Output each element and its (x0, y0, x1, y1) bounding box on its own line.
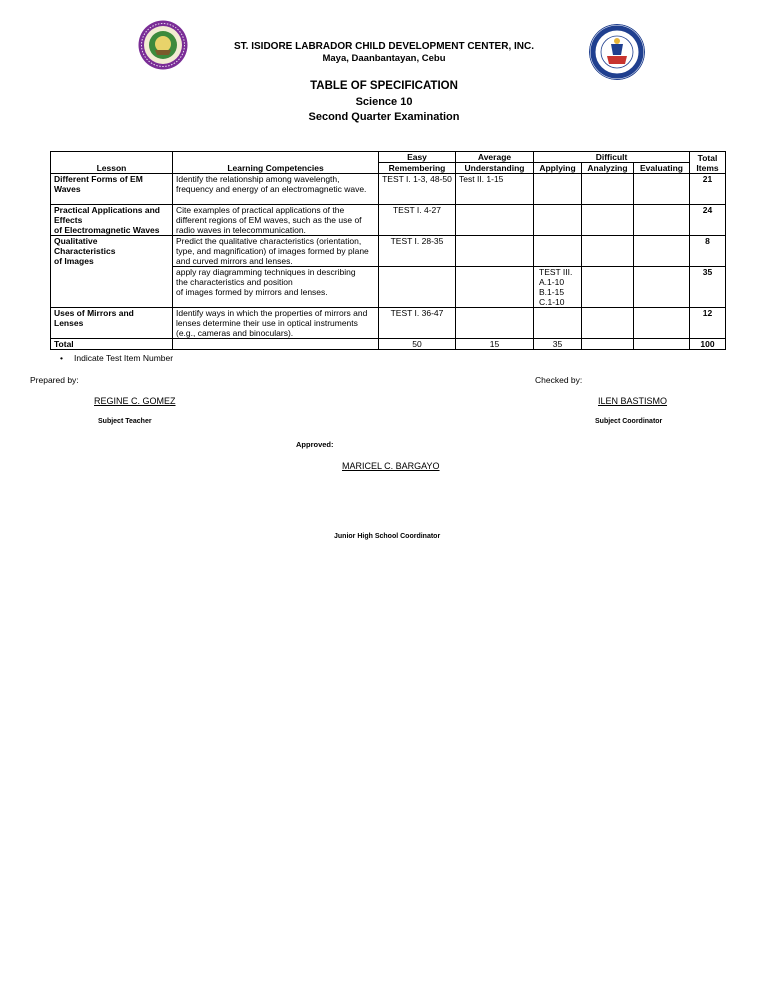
analyzing-cell (582, 267, 634, 308)
approved-name: MARICEL C. BARGAYO (342, 461, 440, 471)
total-analyzing (582, 339, 634, 350)
analyzing-cell (582, 236, 634, 267)
total-items: 100 (690, 339, 726, 350)
lesson-line: of Electromagnetic Waves (54, 225, 160, 235)
document-exam: Second Quarter Examination (308, 111, 460, 123)
competency-cell: Cite examples of practical applications of the different regions of EM waves, such as the use of radio waves in telecommunication. (173, 205, 379, 236)
evaluating-cell (634, 236, 690, 267)
understanding-cell (456, 236, 534, 267)
applying-cell (534, 236, 582, 267)
specification-table (50, 151, 726, 350)
header-total-line2: Items (696, 163, 719, 173)
header-competencies: Learning Competencies (173, 152, 379, 174)
total-competency-cell (173, 339, 379, 350)
total-row (51, 339, 726, 350)
competency-cell: Identify ways in which the properties of mirrors and lenses determine their use in optical instruments (e.g., cameras and binoculars). (173, 308, 379, 339)
analyzing-cell (582, 205, 634, 236)
applying-cell (534, 174, 582, 205)
remembering-cell: TEST I. 4-27 (379, 205, 456, 236)
remembering-cell (379, 267, 456, 308)
approved-label: Approved: (296, 440, 334, 449)
header-easy: Easy (379, 152, 456, 163)
competency-cell: Predict the qualitative characteristics (orientation, type, and magnification) of images formed by plane and curved mirrors and lenses. (173, 236, 379, 267)
lesson-line: Lenses (54, 318, 84, 328)
note-text: Indicate Test Item Number (74, 353, 174, 363)
understanding-cell (456, 308, 534, 339)
deped-seal-icon (589, 24, 645, 80)
applying-line: A.1-10 (539, 277, 565, 287)
header-analyzing: Analyzing (582, 163, 634, 174)
lesson-line: Qualitative (54, 236, 98, 246)
applying-cell (534, 205, 582, 236)
total-cell: 12 (690, 308, 726, 339)
applying-line: C.1-10 (539, 297, 565, 307)
header-total-line1: Total (697, 153, 718, 163)
total-understanding: 15 (456, 339, 534, 350)
total-cell: 8 (690, 236, 726, 267)
lesson-cell (51, 236, 173, 308)
header-difficult: Difficult (534, 152, 690, 163)
competency-line: the characteristics and position (176, 277, 293, 287)
remembering-cell: TEST I. 1-3, 48-50 (379, 174, 456, 205)
lesson-line: Different Forms of EM (54, 174, 143, 184)
lesson-cell (51, 205, 173, 236)
table-row (51, 308, 726, 339)
header-remembering: Remembering (379, 163, 456, 174)
analyzing-cell (582, 308, 634, 339)
lesson-line: Practical Applications and (54, 205, 160, 215)
remembering-cell: TEST I. 36-47 (379, 308, 456, 339)
total-cell: 35 (690, 267, 726, 308)
applying-line: TEST III. (539, 267, 573, 277)
total-cell: 21 (690, 174, 726, 205)
table-row (51, 174, 726, 205)
document-subject: Science 10 (355, 96, 413, 108)
lesson-cell (51, 308, 173, 339)
note-bullet: • (60, 353, 63, 363)
lesson-line: Characteristics (54, 246, 116, 256)
checked-by-role: Subject Coordinator (595, 418, 663, 425)
evaluating-cell (634, 308, 690, 339)
lesson-line: Effects (54, 215, 83, 225)
header-total-items (690, 152, 726, 174)
document-title: TABLE OF SPECIFICATION (310, 80, 458, 92)
total-cell: 24 (690, 205, 726, 236)
understanding-cell (456, 205, 534, 236)
remembering-cell: TEST I. 28-35 (379, 236, 456, 267)
understanding-cell (456, 267, 534, 308)
evaluating-cell (634, 267, 690, 308)
table-header-row (51, 152, 726, 163)
applying-line: B.1-15 (539, 287, 565, 297)
competency-cell: Identify the relationship among wavelength, frequency and energy of an electromagnetic wave. (173, 174, 379, 205)
table-row (51, 236, 726, 267)
prepared-by-role: Subject Teacher (98, 418, 152, 425)
competency-line: of images formed by mirrors and lenses. (176, 287, 328, 297)
competency-line: apply ray diagramming techniques in describing (176, 267, 356, 277)
checked-by-name: ILEN BASTISMO (598, 396, 668, 406)
header-lesson: Lesson (51, 152, 173, 174)
applying-cell (534, 308, 582, 339)
evaluating-cell (634, 174, 690, 205)
note (60, 353, 173, 363)
checked-by-label: Checked by: (535, 375, 583, 385)
lesson-line: Waves (54, 184, 81, 194)
lesson-line: of Images (54, 256, 94, 266)
total-remembering: 50 (379, 339, 456, 350)
approved-role: Junior High School Coordinator (334, 533, 441, 540)
school-name: ST. ISIDORE LABRADOR CHILD DEVELOPMENT CENTER, INC. (233, 41, 534, 52)
prepared-by-label: Prepared by: (30, 375, 79, 385)
competency-cell (173, 267, 379, 308)
total-label: Total (51, 339, 173, 350)
analyzing-cell (582, 174, 634, 205)
header-applying: Applying (534, 163, 582, 174)
understanding-cell: Test II. 1-15 (456, 174, 534, 205)
header-average: Average (456, 152, 534, 163)
total-evaluating (634, 339, 690, 350)
evaluating-cell (634, 205, 690, 236)
lesson-line: Uses of Mirrors and (54, 308, 134, 318)
school-address: Maya, Daanbantayan, Cebu (322, 53, 446, 64)
header-understanding: Understanding (456, 163, 534, 174)
header-evaluating: Evaluating (634, 163, 690, 174)
prepared-by-name: REGINE C. GOMEZ (94, 396, 176, 406)
applying-cell (534, 267, 582, 308)
lesson-cell (51, 174, 173, 205)
total-applying: 35 (534, 339, 582, 350)
table-row (51, 205, 726, 236)
